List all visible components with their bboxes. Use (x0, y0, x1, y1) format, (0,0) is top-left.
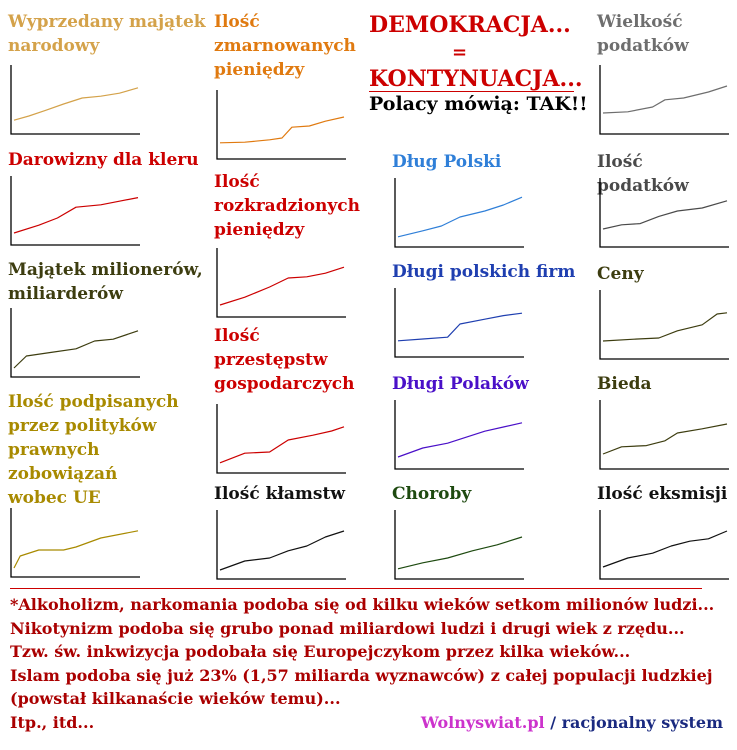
chart-axis (395, 400, 524, 469)
trend-line (220, 531, 344, 570)
chart-axis (600, 290, 729, 359)
panel-title: Bieda (597, 374, 652, 394)
panel-tax-count (597, 150, 737, 250)
chart-axis (395, 178, 524, 247)
chart-axis (11, 176, 140, 245)
trend-chart (599, 290, 729, 360)
panel-title: Ilość kłamstw (214, 484, 345, 504)
footer-line: *Alkoholizm, narkomania podoba się od kilku wieków setkom milionów ludzi... (10, 595, 715, 614)
chart-axis (600, 510, 729, 579)
header-subtitle: KONTYNUACJA... (369, 66, 583, 92)
chart-axis (217, 510, 346, 579)
panel-poland-debt (392, 150, 572, 250)
trend-chart (216, 510, 346, 580)
panel-title: Ilość podatków (597, 152, 689, 196)
panel-title: Ilość przestępstw gospodarczych (214, 326, 355, 394)
chart-axis (11, 508, 140, 577)
trend-line (220, 267, 344, 305)
panel-poverty (597, 372, 737, 472)
site-slogan: / racjonalny system (544, 713, 723, 732)
chart-axis (395, 288, 524, 357)
panel-title: Ilość zmarnowanych pieniędzy (214, 12, 356, 80)
chart-axis (395, 510, 524, 579)
panel-title: Dług Polski (392, 152, 502, 172)
panel-household-debt (392, 372, 572, 472)
footer-line: (powstał kilkanaście wieków temu)... (10, 689, 341, 709)
trend-chart (216, 404, 346, 474)
trend-chart (394, 178, 524, 248)
trend-line (14, 88, 138, 120)
panel-wasted-money (214, 10, 374, 160)
trend-chart (394, 288, 524, 358)
chart-axis (600, 400, 729, 469)
trend-line (398, 537, 522, 569)
trend-chart (10, 308, 140, 378)
trend-line (398, 313, 522, 341)
panel-diseases (392, 482, 572, 582)
trend-chart (394, 400, 524, 470)
panel-economic-crimes (214, 324, 374, 474)
panel-prices (597, 262, 737, 362)
trend-line (603, 313, 727, 341)
site-link[interactable]: Wolnyswiat.pl (420, 713, 545, 732)
panel-millionaires-wealth (8, 258, 208, 378)
panel-title: Długi polskich firm (392, 262, 576, 282)
chart-axis (600, 178, 729, 247)
chart-axis (217, 90, 346, 159)
footer-line: Islam podoba się już 23% (1,57 miliarda wyznawców) z całej populacji ludzkiej (10, 665, 713, 685)
footer-line: Tzw. św. inkwizycja podobała się Europejczykom przez kilka wieków... (10, 642, 631, 662)
panel-title: Choroby (392, 484, 472, 504)
panel-sold-assets (8, 10, 208, 135)
trend-chart (216, 248, 346, 318)
panel-title: Wielkość podatków (597, 12, 689, 56)
trend-line (220, 117, 344, 143)
chart-axis (217, 248, 346, 317)
trend-chart (599, 178, 729, 248)
panel-title: Ilość podpisanych przez polityków prawnych zobowiązań wobec UE (8, 392, 179, 508)
panel-church-donations (8, 148, 208, 248)
chart-axis (217, 404, 346, 473)
panel-title: Majątek milionerów, miliarderów (8, 260, 203, 304)
panel-title: Ilość eksmisji (597, 484, 728, 504)
trend-chart (599, 65, 729, 135)
trend-line (14, 531, 138, 568)
header-equals: = (452, 42, 468, 63)
trend-line (14, 198, 138, 233)
chart-axis (11, 65, 140, 134)
panel-company-debt (392, 260, 582, 360)
panel-title: Wyprzedany majątek narodowy (8, 12, 206, 56)
panel-stolen-money (214, 170, 374, 320)
trend-line (220, 427, 344, 463)
panel-title: Ceny (597, 264, 644, 284)
trend-chart (10, 65, 140, 135)
trend-line (14, 331, 138, 368)
trend-line (398, 423, 522, 457)
trend-chart (599, 510, 729, 580)
footer-divider (10, 588, 702, 589)
panel-title: Długi Polaków (392, 374, 529, 394)
panel-title: Darowizny dla kleru (8, 150, 199, 170)
header-slogan: Polacy mówią: TAK!! (369, 93, 588, 115)
trend-line (603, 86, 727, 113)
panel-evictions (597, 482, 737, 582)
header-title: DEMOKRACJA... (369, 12, 571, 38)
trend-line (398, 197, 522, 237)
chart-axis (11, 308, 140, 377)
panel-title: Ilość rozkradzionych pieniędzy (214, 172, 360, 240)
trend-chart (10, 508, 140, 578)
trend-chart (394, 510, 524, 580)
trend-chart (10, 176, 140, 246)
footer-credit (421, 711, 723, 735)
footer-itp: Itp., itd... (10, 713, 95, 732)
trend-line (603, 201, 727, 229)
trend-chart (216, 90, 346, 160)
trend-chart (599, 400, 729, 470)
trend-line (603, 424, 727, 454)
panel-tax-size (597, 10, 737, 135)
panel-lies (214, 482, 374, 582)
footer-line: Nikotynizm podoba się grubo ponad miliardowi ludzi i drugi wiek z rzędu... (10, 618, 685, 638)
trend-line (603, 531, 727, 567)
panel-eu-obligations (8, 390, 208, 580)
